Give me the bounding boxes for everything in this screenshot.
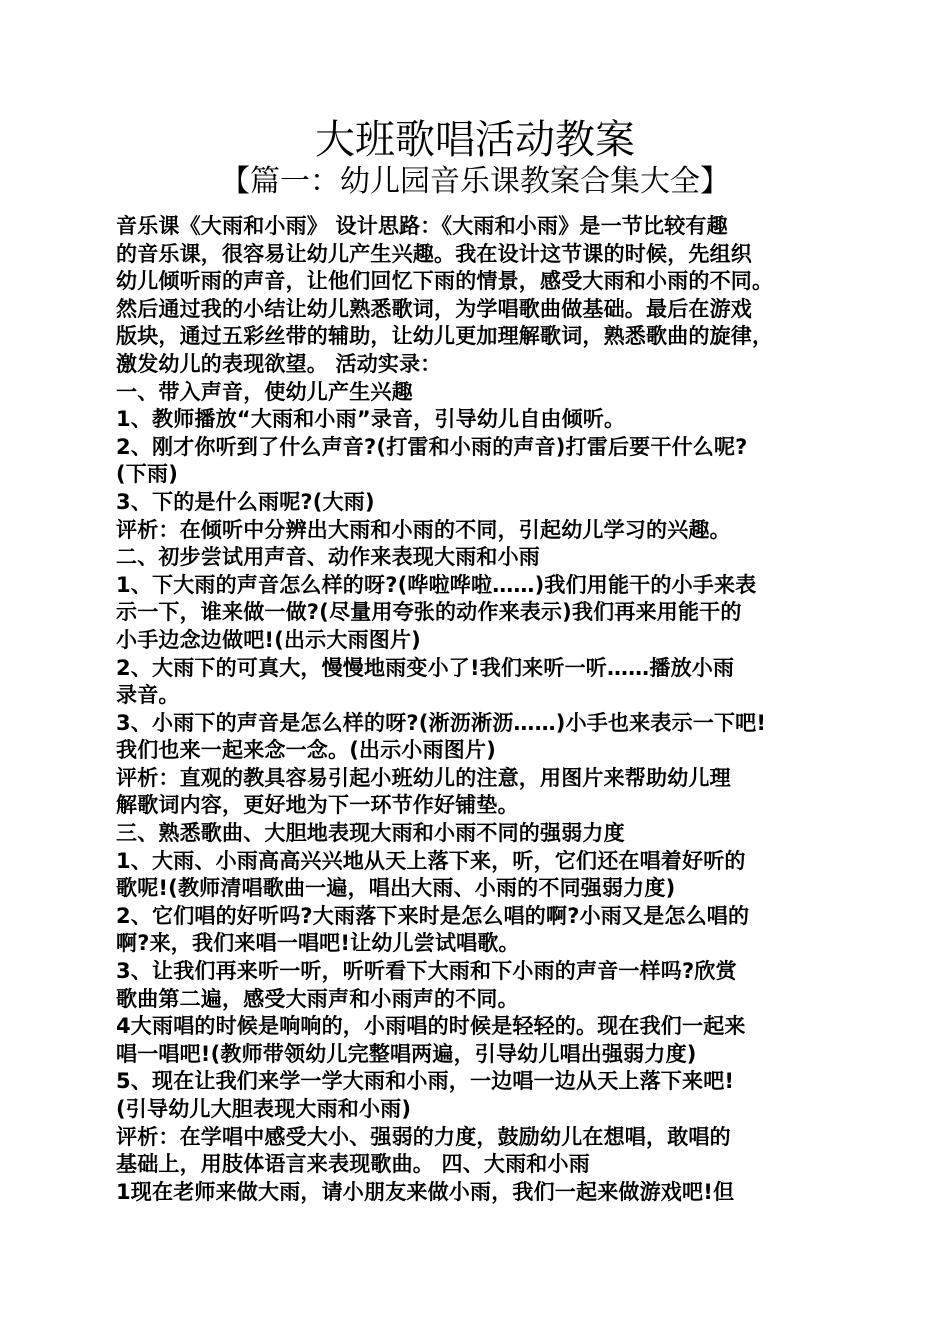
body-line: 3、让我们再来听一听，听听看下大雨和下小雨的声音一样吗?欣赏 bbox=[116, 959, 737, 984]
body-line: 录音。 bbox=[116, 683, 180, 708]
body-line: 歌呢!(教师清唱歌曲一遍，唱出大雨、小雨的不同强弱力度) bbox=[116, 876, 676, 901]
body-line: 的音乐课，很容易让幼儿产生兴趣。我在设计这节课的时候，先组织 bbox=[116, 241, 752, 266]
body-line: 评析：在学唱中感受大小、强弱的力度，鼓励幼儿在想唱，敢唱的 bbox=[116, 1124, 731, 1149]
body-line: 评析：在倾听中分辨出大雨和小雨的不同，引起幼儿学习的兴趣。 bbox=[116, 517, 731, 542]
body-line: 3、小雨下的声音是怎么样的呀?(淅沥淅沥……)小手也来表示一下吧! bbox=[116, 710, 767, 735]
body-line: 三、熟悉歌曲、大胆地表现大雨和小雨不同的强弱力度 bbox=[116, 821, 625, 846]
body-line: 2、它们唱的好听吗?大雨落下来时是怎么唱的啊?小雨又是怎么唱的 bbox=[116, 903, 750, 928]
body-line: 一、带入声音，使幼儿产生兴趣 bbox=[116, 379, 413, 404]
document-subtitle: 【篇一：幼儿园音乐课教案合集大全】 bbox=[220, 164, 730, 199]
body-line: 解歌词内容，更好地为下一环节作好铺垫。 bbox=[116, 793, 519, 818]
body-line: 2、刚才你听到了什么声音?(打雷和小雨的声音)打雷后要干什么呢? bbox=[116, 434, 748, 459]
body-line: 音乐课《大雨和小雨》 设计思路：《大雨和小雨》是一节比较有趣 bbox=[116, 214, 728, 238]
body-line: 唱一唱吧!(教师带领幼儿完整唱两遍，引导幼儿唱出强弱力度) bbox=[116, 1041, 697, 1066]
body-line: 1、下大雨的声音怎么样的呀?(哗啦哗啦……)我们用能干的小手来表 bbox=[116, 572, 757, 597]
body-line: 啊?来，我们来唱一唱吧!让幼儿尝试唱歌。 bbox=[116, 931, 520, 956]
body-line: 歌曲第二遍，感受大雨声和小雨声的不同。 bbox=[116, 986, 519, 1011]
body-line: 激发幼儿的表现欲望。 活动实录： bbox=[116, 351, 442, 376]
document-body bbox=[116, 213, 852, 1206]
body-line: 1、大雨、小雨高高兴兴地从天上落下来，听，它们还在唱着好听的 bbox=[116, 848, 746, 873]
body-line: (引导幼儿大胆表现大雨和小雨) bbox=[116, 1097, 412, 1121]
body-line: 1现在老师来做大雨，请小朋友来做小雨，我们一起来做游戏吧!但 bbox=[116, 1179, 735, 1204]
body-line: (下雨) bbox=[116, 462, 178, 487]
body-line: 幼儿倾听雨的声音，让他们回忆下雨的情景，感受大雨和小雨的不同。 bbox=[116, 269, 774, 294]
body-line: 小手边念边做吧!(出示大雨图片) bbox=[116, 627, 421, 652]
body-line: 1、教师播放“大雨和小雨”录音，引导幼儿自由倾听。 bbox=[116, 407, 626, 432]
body-line: 2、大雨下的可真大，慢慢地雨变小了!我们来听一听……播放小雨 bbox=[116, 655, 735, 680]
body-line: 5、现在让我们来学一学大雨和小雨，一边唱一边从天上落下来吧! bbox=[116, 1069, 735, 1094]
body-line: 我们也来一起来念一念。(出示小雨图片) bbox=[116, 738, 496, 763]
body-line: 4大雨唱的时候是响响的，小雨唱的时候是轻轻的。现在我们一起来 bbox=[116, 1014, 746, 1039]
body-line: 版块，通过五彩丝带的辅助，让幼儿更加理解歌词，熟悉歌曲的旋律， bbox=[116, 324, 774, 349]
document-title: 大班歌唱活动教案 bbox=[315, 117, 635, 163]
body-line: 3、下的是什么雨呢?(大雨) bbox=[116, 489, 375, 514]
body-line: 基础上，用肢体语言来表现歌曲。 四、大雨和小雨 bbox=[116, 1152, 590, 1177]
body-line: 然后通过我的小结让幼儿熟悉歌词，为学唱歌曲做基础。最后在游戏 bbox=[116, 296, 752, 321]
body-line: 二、初步尝试用声音、动作来表现大雨和小雨 bbox=[116, 545, 540, 570]
body-line: 评析：直观的教具容易引起小班幼儿的注意，用图片来帮助幼儿理 bbox=[116, 765, 731, 790]
body-line: 示一下，谁来做一做?(尽量用夸张的动作来表示)我们再来用能干的 bbox=[116, 600, 742, 625]
